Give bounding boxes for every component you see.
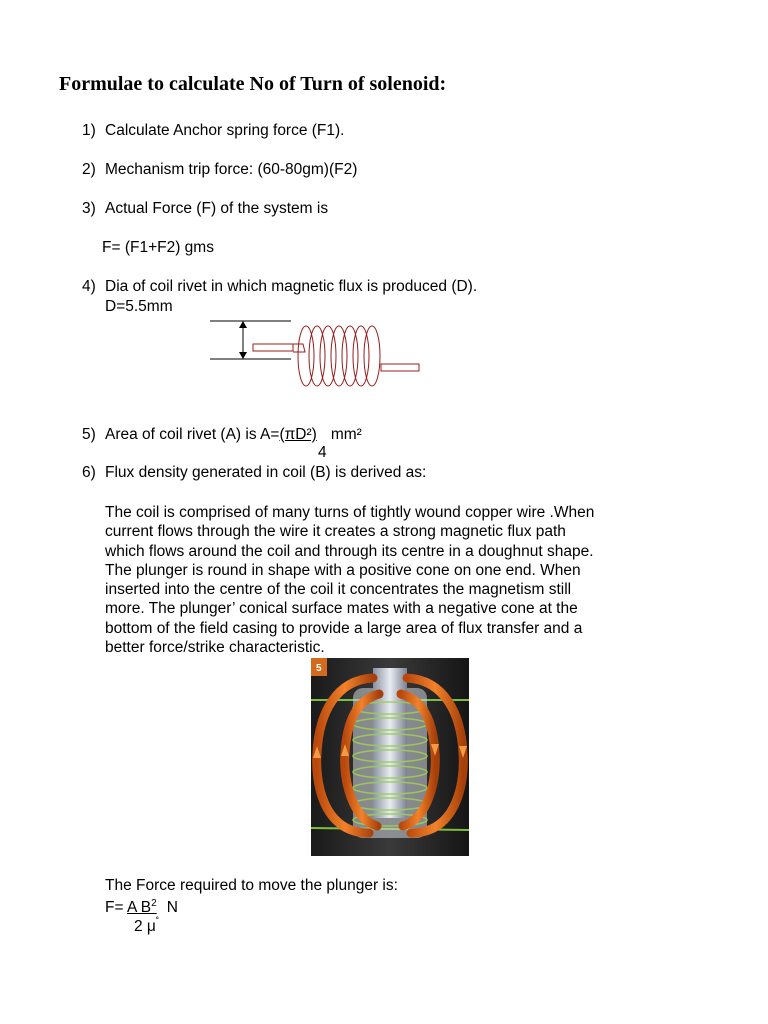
diameter-value: D=5.5mm: [105, 298, 173, 315]
step-2-text: Mechanism trip force: (60-80gm)(F2): [105, 161, 358, 178]
step-5-number: 5): [82, 426, 96, 443]
force-denominator-sup: ˚: [155, 917, 160, 928]
force-numerator-power: 2: [151, 898, 157, 909]
force-denominator-text: 2 μ: [134, 918, 156, 935]
paragraph-line: bottom of the field casing to provide a large area of flux transfer and a: [105, 619, 583, 637]
paragraph-line: better force/strike characteristic.: [105, 639, 325, 657]
paragraph-line: which flows around the coil and through its centre in a doughnut shape.: [105, 542, 594, 560]
area-unit: mm²: [330, 426, 362, 443]
area-denominator: 4: [318, 444, 327, 461]
force-heading: The Force required to move the plunger is:: [105, 877, 398, 894]
force-denominator: [134, 914, 159, 936]
force-formula-lhs: F=: [105, 899, 127, 916]
force-numerator-text: A B: [126, 899, 152, 916]
step-4-number: 4): [82, 278, 96, 295]
page-title: Formulae to calculate No of Turn of solenoid:: [59, 73, 447, 95]
step-3-number: 3): [82, 200, 96, 217]
paragraph-line: The plunger is round in shape with a positive cone on one end. When: [105, 561, 581, 579]
area-numerator: (πD²): [279, 426, 317, 443]
description-paragraph: [105, 503, 705, 657]
coil-rivet-diagram: [205, 318, 425, 392]
area-formula: [105, 426, 362, 444]
solenoid-flux-illustration: [311, 658, 469, 856]
step-3-text: Actual Force (F) of the system is: [105, 200, 329, 217]
area-formula-label: Area of coil rivet (A) is A=: [105, 426, 280, 443]
force-unit: N: [166, 899, 178, 916]
step-6-text: Flux density generated in coil (B) is derived as:: [105, 464, 427, 481]
step-1-number: 1): [82, 122, 96, 139]
step-2-number: 2): [82, 161, 96, 178]
actual-force-formula: F= (F1+F2) gms: [102, 239, 214, 256]
paragraph-line: inserted into the centre of the coil it concentrates the magnetism still: [105, 581, 572, 599]
paragraph-line: more. The plunger’ conical surface mates with a negative cone at the: [105, 600, 578, 618]
paragraph-line: The coil is comprised of many turns of tightly wound copper wire .When: [105, 504, 595, 521]
step-4-text: Dia of coil rivet in which magnetic flux is produced (D).: [105, 278, 478, 295]
step-6-number: 6): [82, 464, 96, 481]
step-1-text: Calculate Anchor spring force (F1).: [105, 122, 345, 139]
figure-number: 5: [316, 663, 322, 674]
paragraph-line: current flows through the wire it creates a strong magnetic flux path: [105, 523, 566, 541]
